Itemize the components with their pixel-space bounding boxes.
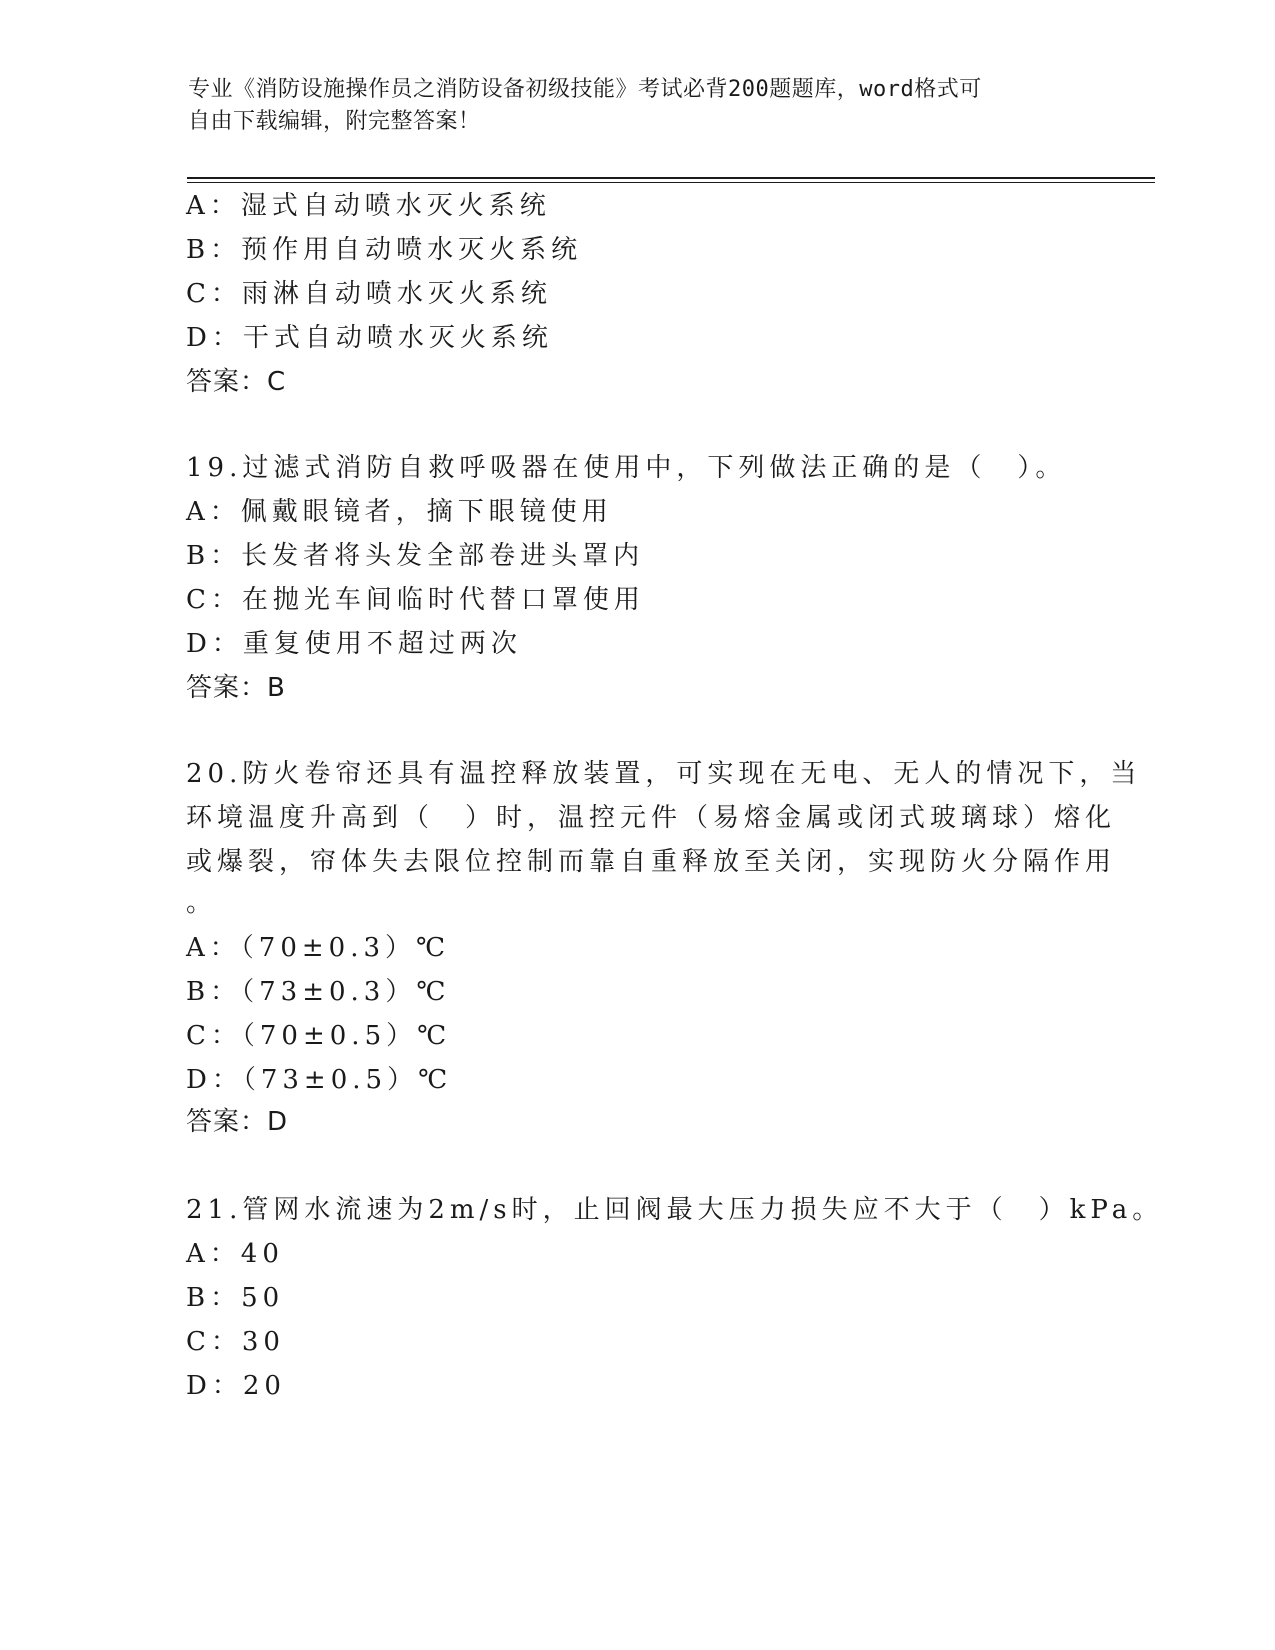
q18-option-b: B：预作用自动喷水灭火系统 (186, 235, 583, 265)
q18-answer: 答案：C (186, 367, 287, 397)
q18-option-c: C：雨淋自动喷水灭火系统 (186, 279, 552, 309)
header-line-2: 自由下载编辑，附完整答案！ (188, 109, 481, 134)
q21-option-b: B：50 (186, 1283, 285, 1313)
q20-question-line-3: 或爆裂，帘体失去限位控制而靠自重释放至关闭，实现防火分隔作用 (186, 847, 1117, 877)
q18-option-d: D：干式自动喷水灭火系统 (186, 323, 553, 353)
header-line-1: 专业《消防设施操作员之消防设备初级技能》考试必背200题题库，word格式可 (188, 77, 982, 102)
q19-option-d: D：重复使用不超过两次 (186, 629, 522, 659)
header-divider-thick (187, 177, 1155, 179)
q20-question-line-1: 20.防火卷帘还具有温控释放装置，可实现在无电、无人的情况下，当 (186, 759, 1142, 789)
q18-option-a: A：湿式自动喷水灭火系统 (186, 191, 551, 221)
q20-question-line-4: 。 (186, 888, 218, 918)
q19-answer: 答案：B (186, 673, 286, 703)
q21-option-a: A：40 (186, 1239, 284, 1269)
q21-question: 21.管网水流速为2m/s时，止回阀最大压力损失应不大于（ ）kPa。 (186, 1195, 1164, 1225)
q21-option-c: C：30 (186, 1327, 285, 1357)
q19-option-b: B：长发者将头发全部卷进头罩内 (186, 541, 645, 571)
q20-option-d: D：（73±0.5）℃ (186, 1065, 453, 1095)
q19-option-a: A：佩戴眼镜者，摘下眼镜使用 (186, 497, 613, 527)
q19-option-c: C：在抛光车间临时代替口罩使用 (186, 585, 645, 615)
q20-question-line-2: 环境温度升高到（ ）时，温控元件（易熔金属或闭式玻璃球）熔化 (186, 803, 1117, 833)
q20-option-b: B：（73±0.3）℃ (186, 977, 451, 1007)
q20-option-c: C：（70±0.5）℃ (186, 1021, 452, 1051)
q21-option-d: D：20 (186, 1371, 286, 1401)
q20-option-a: A：（70±0.3）℃ (186, 933, 451, 963)
q19-question: 19.过滤式消防自救呼吸器在使用中，下列做法正确的是（ ）。 (186, 453, 1067, 483)
header-divider-thin (187, 182, 1155, 183)
q20-answer: 答案：D (186, 1107, 289, 1137)
document-header (188, 74, 1088, 138)
